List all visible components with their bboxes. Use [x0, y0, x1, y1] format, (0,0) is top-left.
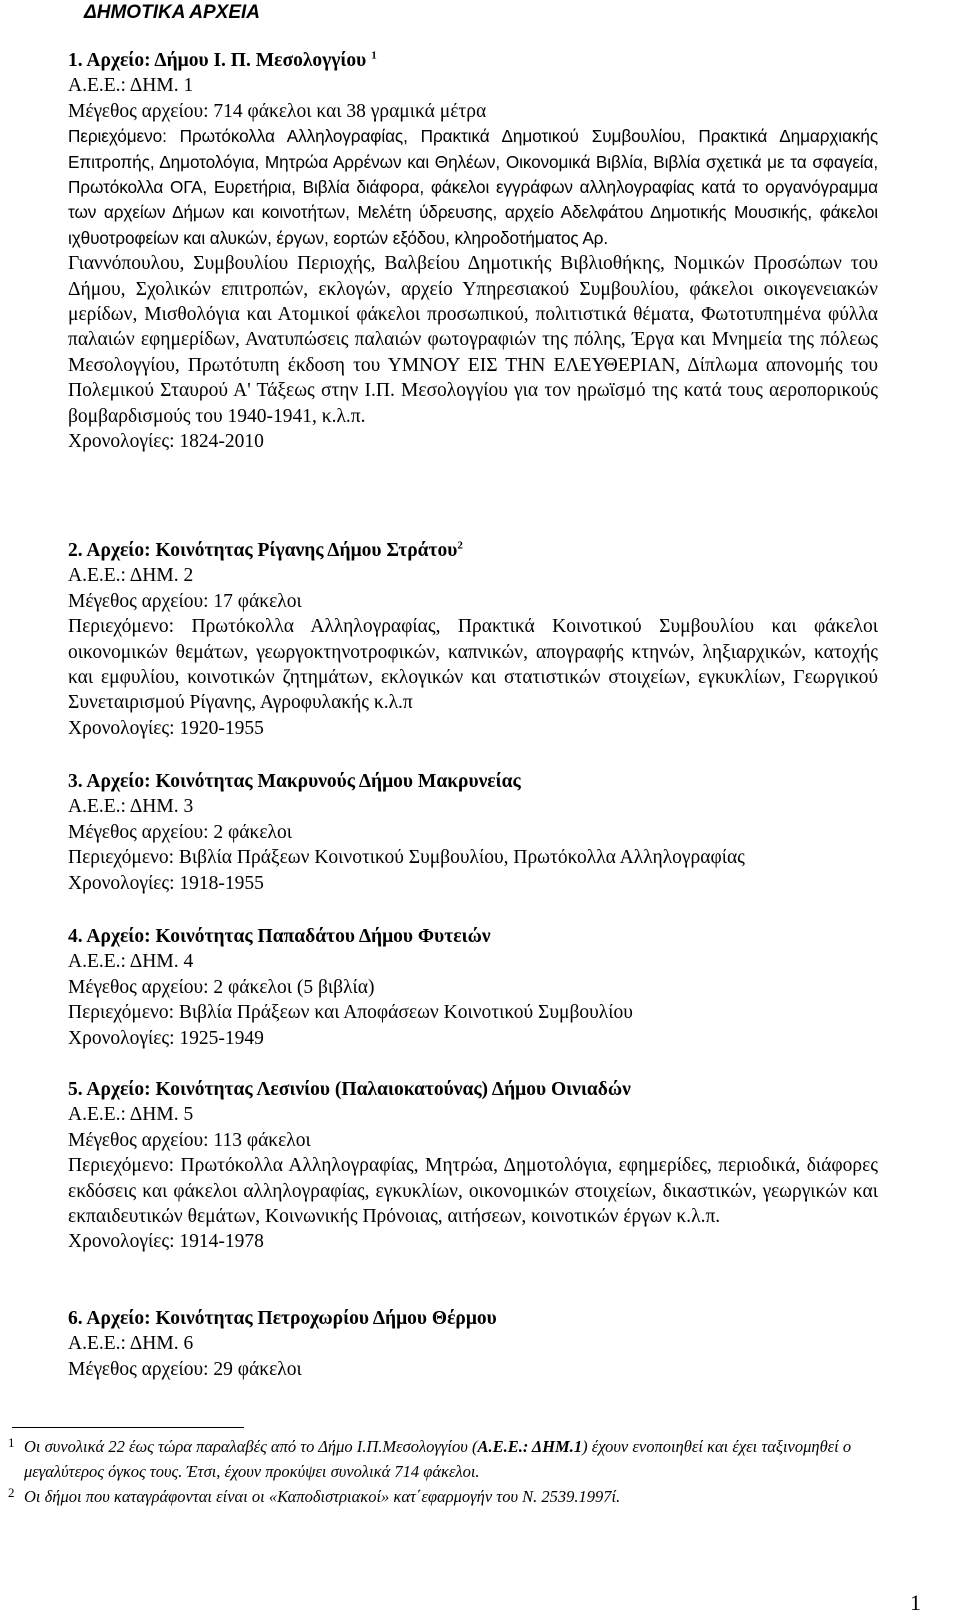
- archive-entry-6: [68, 1306, 878, 1382]
- entry-size: Μέγεθος αρχείου: 17 φάκελοι: [68, 590, 302, 612]
- entry-contents: Περιεχόμενο: Πρωτόκολλα Αλληλογραφίας, Πρακτικά Κοινοτικού Συμβουλίου και φάκελοι οικονομικών θεμάτων, γεωργοκτηνοτροφικών, καπνικών, απογραφής κτηνών, ληξιαρχικών, κατοχής και εμφυλίου, κοινοτικών ζητημάτων, εκλογικών και στατιστικών στοιχείων, εγκυκλίων, Γεωργικού Συνεταιρισμού Ρίγανης, Αγροφυλακής κ.λ.π: [68, 616, 878, 714]
- entry-code: Α.Ε.Ε.: ΔΗΜ. 6: [68, 1333, 194, 1355]
- entry-title: 5. Αρχείο: Κοινότητας Λεσινίου (Παλαιοκατούνας) Δήμου Οινιαδών: [68, 1079, 631, 1100]
- footnote-separator: [12, 1427, 244, 1428]
- entry-size: Μέγεθος αρχείου: 29 φάκελοι: [68, 1358, 302, 1380]
- entry-size: Μέγεθος αρχείου: 714 φάκελοι και 38 γραμικά μέτρα: [68, 100, 487, 122]
- archive-entry-4: [68, 924, 878, 1051]
- entry-code: Α.Ε.Ε.: ΔΗΜ. 5: [68, 1104, 194, 1126]
- entry-dates: Χρονολογίες: 1824-2010: [68, 431, 264, 453]
- section-heading: ΔΗΜΟΤΙΚΑ ΑΡΧΕΙΑ: [84, 2, 261, 23]
- entry-contents-continued: Γιαννόπουλου, Συμβουλίου Περιοχής, Βαλβείου Δημοτικής Βιβλιοθήκης, Νομικών Προσώπων του Δήμου, Σχολικών επιτροπών, εκλογών, αρχείο Υπηρεσιακού Συμβουλίου, φάκελοι οικογενειακών μερίδων, Μισθολόγια και Ατομικοί φάκελοι προσωπικού, πολιτιστικά θέματα, Φωτοτυπημένα φύλλα παλαιών εφημερίδων, Ανατυπώσεις παλαιών φωτογραφιών της πόλης, Έργα και Μνημεία της πόλεως Μεσολογγίου, Πρωτότυπη έκδοση του ΥΜΝΟΥ ΕΙΣ ΤΗΝ ΕΛΕΥΘΕΡΙΑΝ, Δίπλωμα απονομής του Πολεμικού Σταυρού Α' Τάξεως στην Ι.Π. Μεσολογγίου για τον ηρωϊσμό της κατά τους αεροπορικούς βομβαρδισμούς του 1940-1941, κ.λ.π.: [68, 253, 878, 427]
- entry-dates: Χρονολογίες: 1925-1949: [68, 1027, 264, 1049]
- entry-dates: Χρονολογίες: 1918-1955: [68, 872, 264, 894]
- entry-title: 2. Αρχείο: Κοινότητας Ρίγανης Δήμου Στράτου$^2$: [68, 539, 463, 561]
- footnote-ref: 2: [457, 539, 463, 552]
- archive-entry-1: [68, 48, 878, 455]
- entry-size: Μέγεθος αρχείου: 2 φάκελοι (5 βιβλία): [68, 976, 375, 998]
- entry-size: Μέγεθος αρχείου: 2 φάκελοι: [68, 821, 292, 843]
- entry-contents: Περιεχόμενο: Πρωτόκολλα Αλληλογραφίας, Πρακτικά Δημοτικού Συμβουλίου, Πρακτικά Δημαρχιακής Επιτροπής, Δημοτολόγια, Μητρώα Αρρένων και Θηλέων, Οικονομικά Βιβλία, Βιβλία σχετικά με τα σφαγεία, Πρωτόκολλα ΟΓΑ, Ευρετήρια, Βιβλία διάφορα, φάκελοι εγγράφων αλληλογραφίας κατά το οργανόγραμμα των αρχείων Δήμων και κοινοτήτων, Μελέτη ύδρευσης, αρχείο Αδελφάτου Δημοτικής Μουσικής, φάκελοι ιχθυοτροφείων και αλυκών, έργων, εορτών εξόδου, κληροδοτήματος Αρ.: [68, 126, 878, 248]
- page-number: 1: [910, 1590, 921, 1615]
- entry-code: Α.Ε.Ε.: ΔΗΜ. 3: [68, 796, 194, 818]
- entry-title: 1. Αρχείο: Δήμου Ι. Π. Μεσολογγίου $^1$: [68, 49, 377, 71]
- archive-entry-5: [68, 1077, 878, 1255]
- entry-code: Α.Ε.Ε.: ΔΗΜ. 2: [68, 565, 194, 587]
- entry-title: 3. Αρχείο: Κοινότητας Μακρυνούς Δήμου Μακρυνείας: [68, 771, 521, 792]
- entry-contents: Περιεχόμενο: Βιβλία Πράξεων και Αποφάσεων Κοινοτικού Συμβουλίου: [68, 1002, 633, 1024]
- entry-dates: Χρονολογίες: 1914-1978: [68, 1231, 264, 1253]
- entry-size: Μέγεθος αρχείου: 113 φάκελοι: [68, 1129, 311, 1151]
- entry-code: Α.Ε.Ε.: ΔΗΜ. 4: [68, 951, 194, 973]
- footnote-2: [8, 1484, 868, 1509]
- archive-entry-3: [68, 769, 878, 896]
- entry-dates: Χρονολογίες: 1920-1955: [68, 717, 264, 739]
- entry-code: Α.Ε.Ε.: ΔΗΜ. 1: [68, 75, 194, 97]
- entry-contents: Περιεχόμενο: Βιβλία Πράξεων Κοινοτικού Συμβουλίου, Πρωτόκολλα Αλληλογραφίας: [68, 847, 745, 869]
- footnote-text: Οι συνολικά 22 έως τώρα παραλαβές από το Δήμο Ι.Π.Μεσολογγίου (Α.Ε.Ε.: ΔΗΜ.1) έχουν ενοποιηθεί και έχει ταξινομηθεί ο μεγαλύτερος όγκος τους. Έτσι, έχουν προκύψει συνολικά 714 φάκελοι.: [24, 1437, 852, 1481]
- footnote-mark: 2: [8, 1485, 15, 1500]
- footnote-mark: 1: [8, 1435, 15, 1450]
- entry-title: 4. Αρχείο: Κοινότητας Παπαδάτου Δήμου Φυτειών: [68, 926, 491, 947]
- footnote-1: [8, 1434, 868, 1484]
- entry-contents: Περιεχόμενο: Πρωτόκολλα Αλληλογραφίας, Μητρώα, Δημοτολόγια, εφημερίδες, περιοδικά, διάφορες εκδόσεις και φάκελοι αλληλογραφίας, εγκυκλίων, οικονομικών στοιχείων, δικαστικών, γεωργικών και εκπαιδευτικών θεμάτων, Κοινωνικής Πρόνοιας, αιτήσεων, κοινοτικών έργων κ.λ.π.: [68, 1155, 878, 1228]
- entry-title: 6. Αρχείο: Κοινότητας Πετροχωρίου Δήμου Θέρμου: [68, 1308, 497, 1329]
- archive-entry-2: [68, 538, 878, 741]
- footnote-text: Οι δήμοι που καταγράφονται είναι οι «Καποδιστριακοί» κατ΄εφαρμογήν του Ν. 2539.1997ί.: [24, 1487, 621, 1506]
- footnote-ref: 1: [371, 49, 377, 62]
